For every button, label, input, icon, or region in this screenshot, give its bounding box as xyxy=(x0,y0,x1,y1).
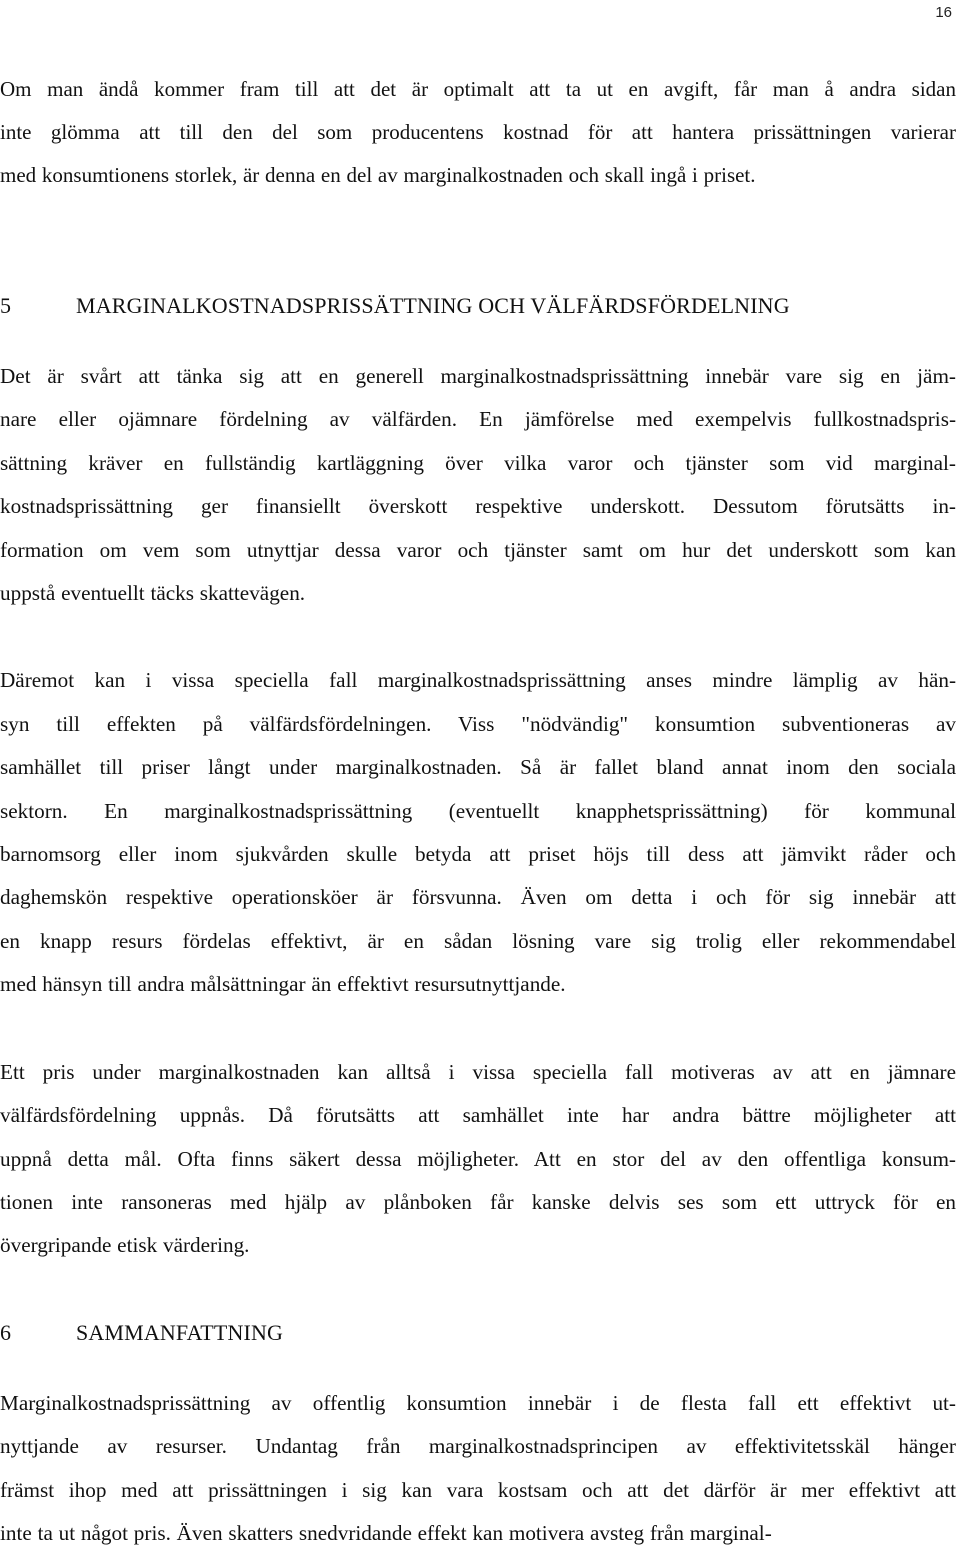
text-line: syn till effekten på välfärdsfördelningen. Viss "nödvändig" konsumtion subventioneras av xyxy=(0,711,956,736)
section-6-paragraph-1 xyxy=(0,1382,956,1556)
text-line: barnomsorg eller inom sjukvården skulle betyda att priset höjs till dess att jämvikt råder och xyxy=(0,842,956,867)
section-5-number: 5 xyxy=(0,293,11,318)
text-line: nyttjande av resurser. Undantag från marginalkostnadsprincipen av effektivitetsskäl hänger xyxy=(0,1434,956,1459)
section-5-title: MARGINALKOSTNADSPRISSÄTTNING OCH VÄLFÄRDSFÖRDELNING xyxy=(76,293,790,318)
text-line: uppnå detta mål. Ofta finns säkert dessa möjligheter. Att en stor del av den offentliga konsum- xyxy=(0,1146,956,1171)
intro-paragraph xyxy=(0,68,956,197)
text-line: främst ihop med att prissättningen i sig kan vara kostsam och att det därför är mer effektivt att xyxy=(0,1477,956,1502)
text-line: sektorn. En marginalkostnadsprissättning (eventuellt knapphetsprissättning) för kommunal xyxy=(0,798,956,823)
section-6-title: SAMMANFATTNING xyxy=(76,1319,284,1345)
text-line: formation om vem som utnyttjar dessa varor och tjänster samt om hur det underskott som kan xyxy=(0,537,956,562)
section-5-paragraph-3 xyxy=(0,1051,956,1268)
text-line: övergripande etisk värdering. xyxy=(0,1233,250,1258)
text-line: Det är svårt att tänka sig att en generell marginalkostnadsprissättning innebär vare sig en jäm- xyxy=(0,364,956,388)
text-line: uppstå eventuellt täcks skattevägen. xyxy=(0,581,306,606)
text-line: en knapp resurs fördelas effektivt, är en sådan lösning vare sig trolig eller rekommendabel xyxy=(0,928,956,953)
section-6-heading xyxy=(0,1318,956,1348)
text-line: med konsumtionens storlek, är denna en del av marginalkostnaden och skall ingå i priset. xyxy=(0,163,756,187)
text-line: Om man ändå kommer fram till att det är optimalt att ta ut en avgift, får man å andra sidan xyxy=(0,77,956,101)
text-line: daghemskön respektive operationsköer är försvunna. Även om detta i och för sig innebär att xyxy=(0,885,956,910)
section-5-paragraph-2 xyxy=(0,659,956,1006)
text-line: kostnadsprissättning ger finansiellt överskott respektive underskott. Dessutom förutsätts in- xyxy=(0,494,956,519)
text-line: Marginalkostnadsprissättning av offentlig konsumtion innebär i de flesta fall ett effektivt ut- xyxy=(0,1390,956,1415)
text-line: samhället till priser långt under marginalkostnaden. Så är fallet bland annat inom den sociala xyxy=(0,755,956,780)
text-line: Däremot kan i vissa speciella fall marginalkostnadsprissättning anses mindre lämplig av hän- xyxy=(0,668,956,693)
page-number: 16 xyxy=(935,4,952,21)
text-line: tionen inte ransoneras med hjälp av plånboken får kanske delvis ses som ett uttryck för en xyxy=(0,1189,956,1214)
text-line: inte glömma att till den del som producentens kostnad för att hantera prissättningen varierar xyxy=(0,120,956,144)
text-line: Ett pris under marginalkostnaden kan alltså i vissa speciella fall motiveras av att en jämnare xyxy=(0,1059,956,1084)
document-body xyxy=(0,68,956,1555)
text-line: välfärdsfördelning uppnås. Då förutsätts att samhället inte har andra bättre möjligheter att xyxy=(0,1103,956,1128)
section-5-heading xyxy=(0,291,956,321)
section-5-paragraph-1 xyxy=(0,355,956,615)
text-line: sättning kräver en fullständig kartläggning över vilka varor och tjänster som vid marginal- xyxy=(0,450,956,475)
text-line: nare eller ojämnare fördelning av välfärden. En jämförelse med exempelvis fullkostnadspris- xyxy=(0,407,956,432)
section-6-number: 6 xyxy=(0,1319,11,1345)
text-line: inte ta ut något pris. Även skatters snedvridande effekt kan motivera avsteg från marginal- xyxy=(0,1520,772,1545)
text-line: med hänsyn till andra målsättningar än effektivt resursutnyttjande. xyxy=(0,972,566,997)
